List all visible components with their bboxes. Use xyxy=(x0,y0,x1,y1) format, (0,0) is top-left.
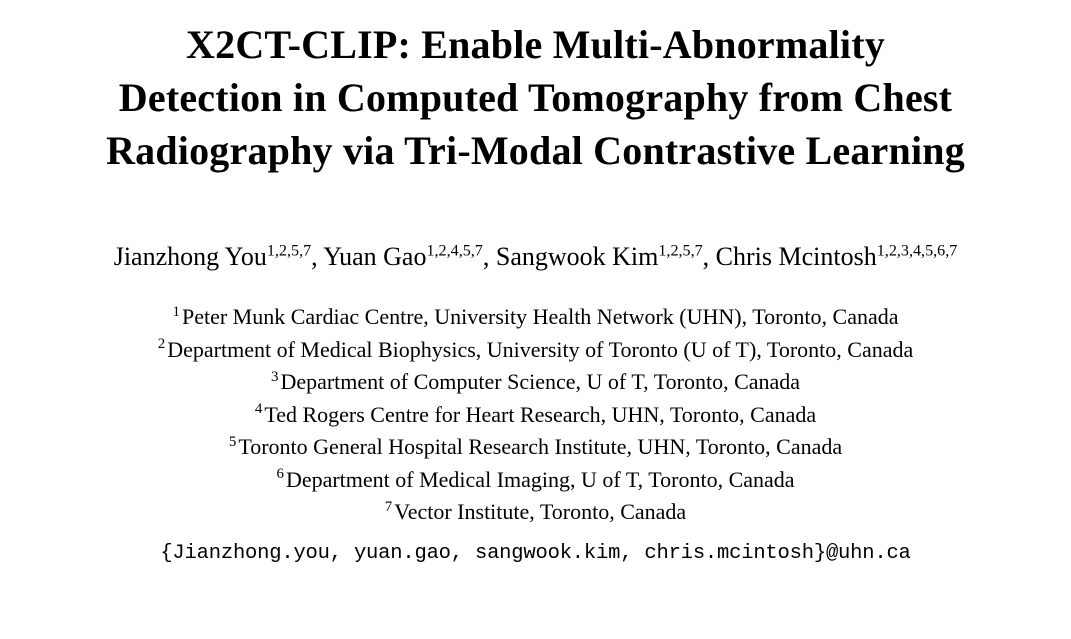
author-affiliation-marker: 1,2,5,7 xyxy=(266,242,312,260)
author-entry xyxy=(114,242,324,271)
page-title xyxy=(8,18,1063,177)
affiliation-item xyxy=(0,334,1071,367)
affiliation-text: Vector Institute, Toronto, Canada xyxy=(394,499,687,524)
affiliation-marker: 6 xyxy=(276,466,284,483)
author-affiliation-marker: 1,2,3,4,5,6,7 xyxy=(876,242,958,260)
author-entry xyxy=(323,242,496,271)
paper-header-page xyxy=(0,18,1071,639)
affiliation-list xyxy=(0,301,1071,529)
affiliation-text: Department of Computer Science, U of T, Toronto, Canada xyxy=(280,369,801,394)
affiliation-marker: 1 xyxy=(172,303,180,320)
author-separator: , xyxy=(311,242,324,271)
author-affiliation-marker: 1,2,4,5,7 xyxy=(426,242,483,260)
author-name: Chris Mcintosh xyxy=(715,242,877,271)
affiliation-text: Department of Medical Imaging, U of T, Toronto, Canada xyxy=(285,466,795,492)
affiliation-item xyxy=(0,464,1071,497)
title-line-1: X2CT-CLIP: Enable Multi-Abnormality xyxy=(186,22,885,67)
title-line-3: Radiography via Tri-Modal Contrastive Learning xyxy=(106,128,965,173)
author-list xyxy=(0,239,1071,275)
title-line-2: Detection in Computed Tomography from Chest xyxy=(118,75,953,120)
affiliation-text: Ted Rogers Centre for Heart Research, UHN, Toronto, Canada xyxy=(264,401,817,427)
affiliation-item xyxy=(0,496,1071,529)
affiliation-text: Peter Munk Cardiac Centre, University Health Network (UHN), Toronto, Canada xyxy=(181,304,899,329)
affiliation-text: Department of Medical Biophysics, University of Toronto (U of T), Toronto, Canada xyxy=(167,336,914,362)
affiliation-item xyxy=(0,301,1071,334)
affiliation-marker: 7 xyxy=(384,498,393,515)
author-affiliation-marker: 1,2,5,7 xyxy=(658,242,703,260)
author-separator: , xyxy=(482,242,496,271)
contact-email: {Jianzhong.you, yuan.gao, sangwook.kim, chris.mcintosh}@uhn.ca xyxy=(160,541,911,565)
affiliation-marker: 5 xyxy=(228,433,237,450)
affiliation-marker: 2 xyxy=(157,336,166,353)
author-separator: , xyxy=(702,242,716,271)
affiliation-item xyxy=(0,366,1071,399)
author-name: Jianzhong You xyxy=(113,242,267,271)
author-name: Yuan Gao xyxy=(323,242,427,271)
author-entry xyxy=(496,242,716,271)
affiliation-item xyxy=(0,399,1071,432)
affiliation-item xyxy=(0,431,1071,464)
affiliation-marker: 3 xyxy=(270,368,279,385)
author-entry xyxy=(716,242,958,271)
affiliation-marker: 4 xyxy=(254,401,263,418)
affiliation-text: Toronto General Hospital Research Institute, UHN, Toronto, Canada xyxy=(238,434,843,459)
author-name: Sangwook Kim xyxy=(495,242,659,271)
